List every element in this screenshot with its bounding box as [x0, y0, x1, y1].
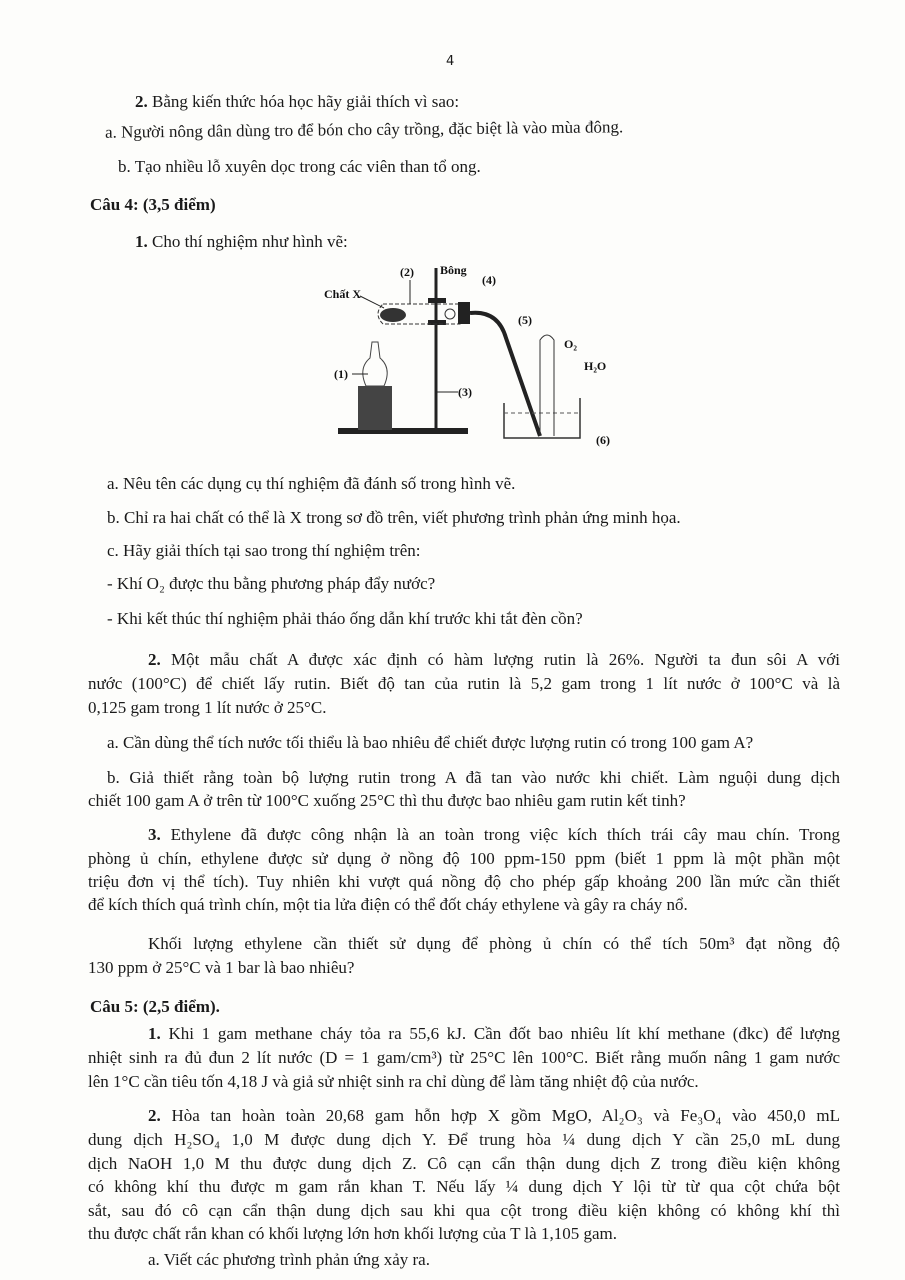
- q5-p2-line: sắt, sau đó cô cạn cẩn thận dung dịch sau khi qua cột trong điều kiện không có không khí thì: [88, 1201, 840, 1220]
- q4-p3-line: để kích thích quá trình chín, một tia lửa điện có thể đốt cháy ethylene và gây ra cháy nổ.: [88, 895, 688, 914]
- q5-p2-line: có không khí thu được m gam rắn khan T. Nếu lấy ¼ dung dịch Y lội từ từ qua cột chứa bột: [88, 1177, 840, 1196]
- label-4: (4): [482, 273, 496, 287]
- label-chat-x: Chất X: [324, 287, 362, 301]
- item-number: 2.: [148, 650, 161, 669]
- item-text: Hòa tan hoàn toàn 20,68 gam hỗn hợp X gồm MgO, Al₂O₃ và Fe₃O₄ vào 450,0 mL: [160, 1106, 840, 1125]
- experiment-diagram: [318, 258, 628, 453]
- cotton: [445, 309, 455, 319]
- q5-p2-line: thu được chất rắn khan có khối lượng lớn hơn khối lượng của T là 1,105 gam.: [88, 1224, 617, 1243]
- q4-p3-line: [148, 825, 840, 845]
- delivery-tube: [470, 313, 540, 436]
- label-5: (5): [518, 313, 532, 327]
- alcohol-lamp: [363, 342, 387, 386]
- item-text: Bằng kiến thức hóa học hãy giải thích vì sao:: [147, 92, 460, 111]
- q5-p2-line: [148, 1106, 840, 1126]
- q4-p1-intro: [135, 232, 348, 252]
- gas-collection-tube: [540, 335, 554, 436]
- q5-p2-line: dung dịch H₂SO₄ 1,0 M được dung dịch Y. Để trung hòa ¼ dung dịch Y cần 25,0 mL dung: [88, 1130, 840, 1149]
- item-text: Khi 1 gam methane cháy tỏa ra 55,6 kJ. Cần đốt bao nhiêu lít khí methane (đkc) để lượng: [160, 1024, 840, 1043]
- q4-p1-a: a. Nêu tên các dụng cụ thí nghiệm đã đánh số trong hình vẽ.: [107, 474, 516, 493]
- clamp-top: [428, 298, 446, 303]
- water-basin: [504, 398, 580, 438]
- q4-p2-b: b. Giả thiết rằng toàn bộ lượng rutin trong A đã tan vào nước khi chiết. Làm nguội dung dịch: [107, 768, 840, 787]
- label-6: (6): [596, 433, 610, 447]
- item-number: 2.: [148, 1106, 161, 1125]
- q4-p1-c2: - Khi kết thúc thí nghiệm phải tháo ống dẫn khí trước khi tắt đèn cồn?: [107, 609, 583, 628]
- q5-p2-a: a. Viết các phương trình phản ứng xảy ra.: [148, 1250, 430, 1269]
- page-number: 4: [446, 54, 455, 69]
- item-text: Một mẫu chất A được xác định có hàm lượng rutin là 26%. Người ta đun sôi A với: [160, 650, 840, 669]
- q4-p3-question: 130 ppm ở 25°C và 1 bar là bao nhiêu?: [88, 958, 355, 977]
- item-text: Ethylene đã được công nhận là an toàn trong việc kích thích trái cây mau chín. Trong: [160, 825, 840, 844]
- q4-p1-c: c. Hãy giải thích tại sao trong thí nghiệm trên:: [107, 541, 421, 560]
- item-number: 3.: [148, 825, 161, 844]
- item-number: 1.: [148, 1024, 161, 1043]
- label-2: (2): [400, 265, 414, 279]
- q4-p2-line: [148, 650, 840, 670]
- item-number: 2.: [135, 92, 148, 111]
- q4-p1-c1: - Khí O₂ được thu bằng phương pháp đẩy nước?: [107, 574, 436, 593]
- q3-part2-a: a. Người nông dân dùng tro để bón cho cây trồng, đặc biệt là vào mùa đông.: [104, 117, 624, 142]
- q4-p3-question: Khối lượng ethylene cần thiết sử dụng để phòng ủ chín có thể tích 50m³ đạt nồng độ: [148, 934, 840, 953]
- q4-p2-a: a. Cần dùng thể tích nước tối thiểu là bao nhiêu để chiết được lượng rutin có trong 100 gam A?: [107, 733, 754, 752]
- q3-part2-b: b. Tạo nhiều lỗ xuyên dọc trong các viên than tổ ong.: [118, 157, 481, 176]
- q5-p1-line: [148, 1024, 840, 1044]
- q4-heading: Câu 4: (3,5 điểm): [90, 195, 216, 214]
- q3-part2-title: [135, 92, 459, 112]
- label-1: (1): [334, 367, 348, 381]
- stand-base: [338, 428, 468, 434]
- lamp-base: [358, 386, 392, 430]
- q4-p3-line: phòng ủ chín, ethylene được sử dụng ở nồng độ 100 ppm-150 ppm (biết 1 ppm là một phần một: [88, 849, 840, 868]
- leader-line: [360, 296, 384, 308]
- item-text: Cho thí nghiệm như hình vẽ:: [147, 232, 348, 251]
- q5-p1-line: lên 1°C cần tiêu tốn 4,18 J và giả sử nhiệt sinh ra chỉ dùng để làm tăng nhiệt độ của nước.: [88, 1072, 699, 1091]
- q4-p2-b: chiết 100 gam A ở trên từ 100°C xuống 25°C thì thu được bao nhiêu gam rutin kết tinh?: [88, 791, 686, 810]
- item-number: 1.: [135, 232, 148, 251]
- q5-p1-line: nhiệt sinh ra đủ đun 2 lít nước (D = 1 gam/cm³) từ 25°C lên 100°C. Biết rằng muốn nâng 1 gam nước: [88, 1048, 840, 1067]
- label-bong: Bông: [440, 263, 467, 277]
- label-3: (3): [458, 385, 472, 399]
- q5-heading: Câu 5: (2,5 điểm).: [90, 997, 220, 1016]
- label-o2: O₂: [564, 337, 577, 351]
- q4-p2-line: 0,125 gam trong 1 lít nước ở 25°C.: [88, 698, 327, 717]
- stopper: [458, 302, 470, 324]
- q4-p1-b: b. Chỉ ra hai chất có thể là X trong sơ đồ trên, viết phương trình phản ứng minh họa.: [107, 508, 681, 527]
- q4-p2-line: nước (100°C) để chiết lấy rutin. Biết độ tan của rutin là 5,2 gam trong 1 lít nước ở 100°C và là: [88, 674, 840, 693]
- q5-p2-line: dịch NaOH 1,0 M thu được dung dịch Z. Cô cạn cẩn thận dung dịch Z trong điều kiện không: [88, 1154, 840, 1173]
- label-h2o: H₂O: [584, 359, 607, 373]
- substance-x: [380, 308, 406, 322]
- q4-p3-line: triệu đơn vị thể tích). Tuy nhiên khi vượt quá nồng độ cho phép gấp khoảng 200 lần mức cần thiết: [88, 872, 840, 891]
